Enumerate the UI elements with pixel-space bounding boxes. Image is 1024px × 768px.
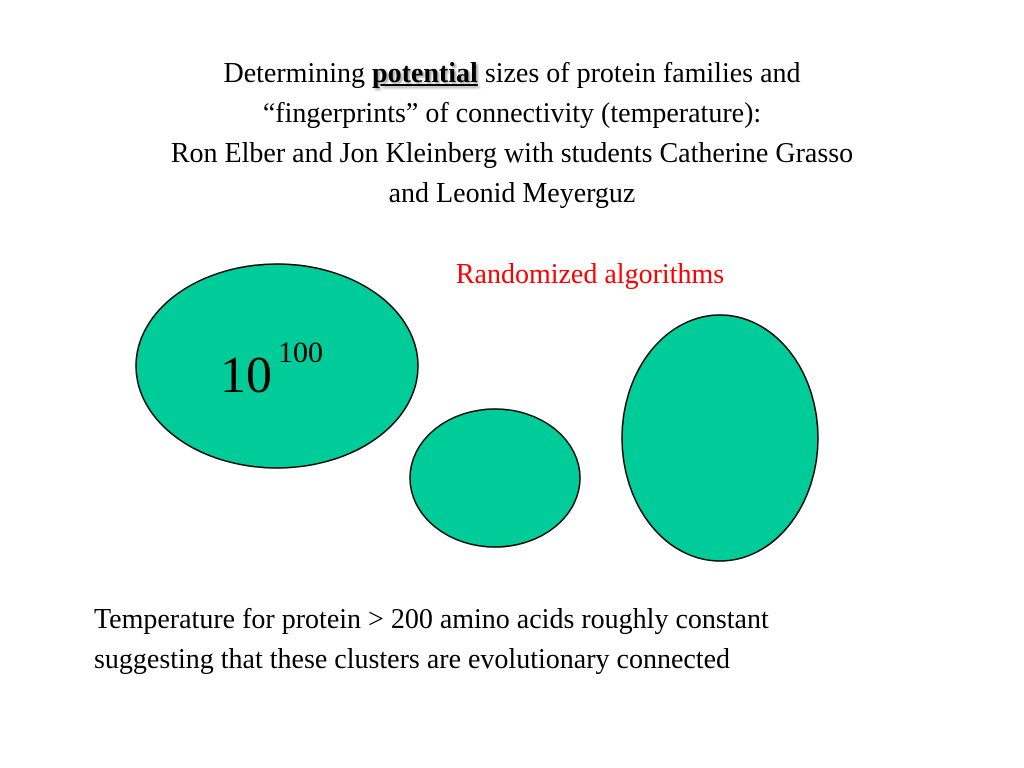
conclusion-text <box>94 600 994 680</box>
conclusion-line-1: Temperature for protein > 200 amino acids roughly constant <box>94 604 769 635</box>
title-line-1-suffix: sizes of protein families and <box>477 58 801 89</box>
title-emphasis: potential <box>372 58 478 89</box>
large-cluster <box>136 264 418 468</box>
conclusion-line-2: suggesting that these clusters are evolutionary connected <box>94 644 731 675</box>
title-line-2: “fingerprints” of connectivity (temperature): <box>262 98 762 129</box>
title-line-4: and Leonid Meyerguz <box>388 178 636 209</box>
title-line-1-prefix: Determining <box>223 58 373 89</box>
large-cluster-label-exponent: 100 <box>278 336 323 369</box>
large-cluster-label-base: 10 <box>220 347 272 404</box>
tall-cluster <box>622 315 818 561</box>
randomized-algorithms-label: Randomized algorithms <box>455 259 725 290</box>
title-line-3: Ron Elber and Jon Kleinberg with students Catherine Grasso <box>170 138 854 169</box>
small-cluster <box>410 409 580 547</box>
